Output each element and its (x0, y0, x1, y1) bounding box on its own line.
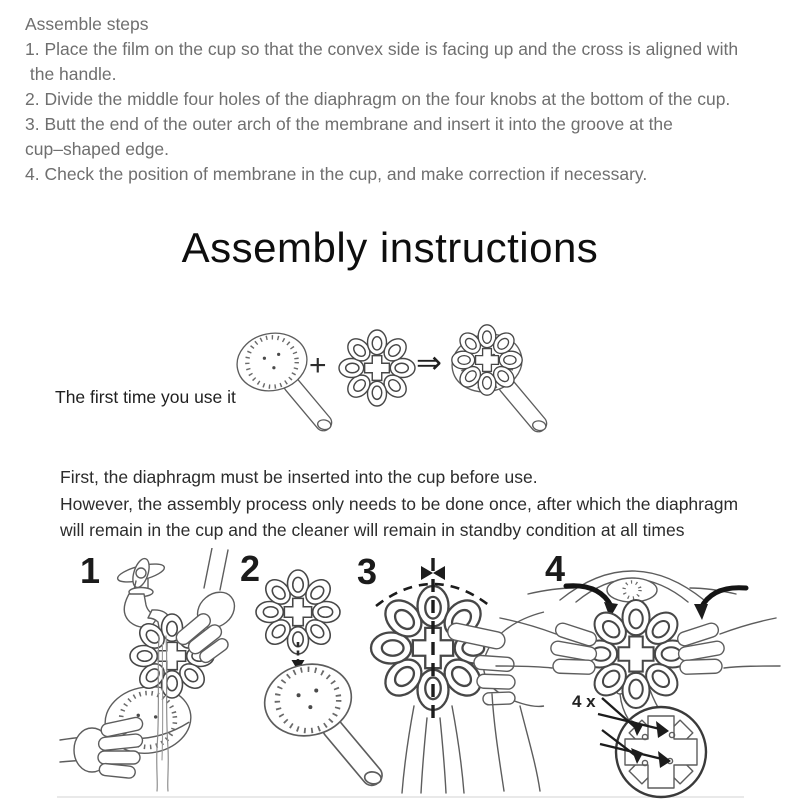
step3-align-illustration (371, 558, 544, 793)
assemble-step-line-4: 4. Check the position of membrane in the cup, and make correction if necessary. (25, 164, 648, 184)
knob-count-label: 4 x (572, 692, 596, 711)
note-line-2: However, the assembly process only needs to be done once, after which the diaphragm (60, 493, 739, 514)
water-stream (157, 636, 169, 791)
first-use-caption: The first time you use it (55, 387, 236, 407)
holding-hand-illustration (60, 716, 144, 778)
assembly-steps-illustration (0, 548, 800, 800)
page-title: Assembly instructions (181, 224, 599, 271)
assemble-steps-block (25, 12, 780, 187)
note-line-1: First, the diaphragm must be inserted into the cup before use. (60, 467, 538, 487)
assemble-steps-title: Assemble steps (25, 14, 149, 34)
right-hand-illustration (676, 618, 780, 674)
step-number-2: 2 (240, 548, 261, 589)
result-arrow-icon: ⇒ (416, 345, 442, 380)
cleaner-illustration (258, 656, 386, 789)
assemble-step-line-3b: cup–shaped edge. (25, 139, 170, 159)
plus-sign: + (309, 349, 327, 382)
diaphragm-illustration (339, 330, 415, 406)
usage-note-block (60, 464, 780, 544)
diaphragm-in-cup-illustration (582, 600, 690, 708)
diaphragm-illustration (256, 570, 340, 654)
tuck-arrow-right-icon (694, 588, 746, 620)
assembled-cleaner-illustration (447, 325, 550, 435)
assemble-step-line-1: 1. Place the film on the cup so that the convex side is facing up and the cross is aligned with (25, 39, 739, 59)
step-number-3: 3 (357, 551, 378, 592)
assemble-step-line-3: 3. Butt the end of the outer arch of the membrane and insert it into the groove at the (25, 114, 673, 134)
step-number-1: 1 (80, 550, 101, 591)
assemble-step-line-1b: the handle. (25, 64, 117, 84)
step2-insert-illustration (256, 570, 386, 789)
assemble-step-line-2: 2. Divide the middle four holes of the diaphragm on the four knobs at the bottom of the cup. (25, 89, 731, 109)
step-number-4: 4 (545, 548, 566, 589)
note-line-3: will remain in the cup and the cleaner will remain in standby condition at all times (60, 520, 685, 540)
